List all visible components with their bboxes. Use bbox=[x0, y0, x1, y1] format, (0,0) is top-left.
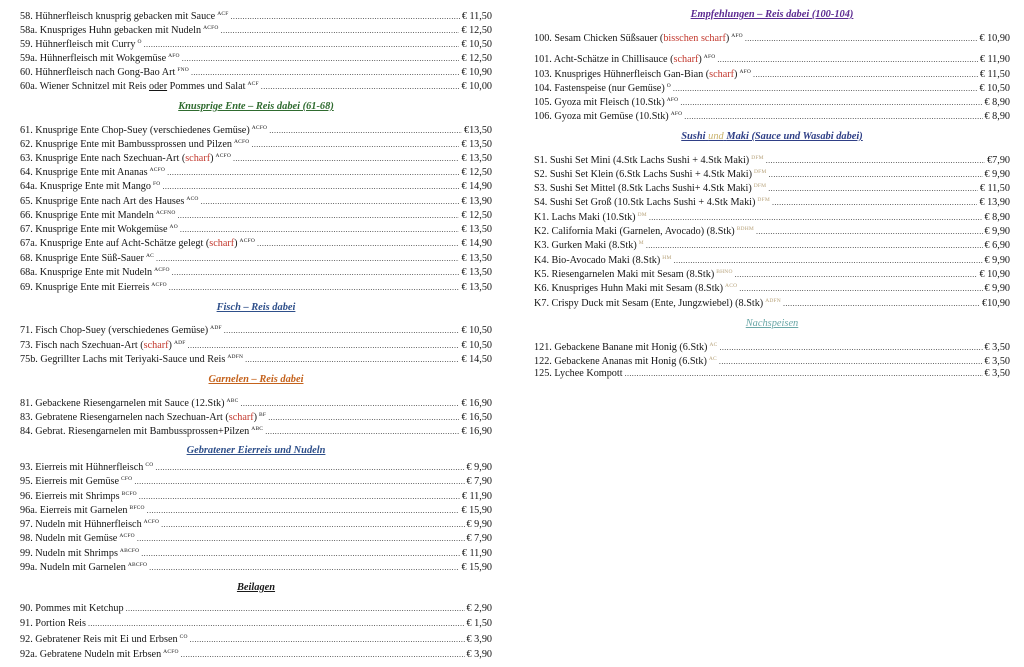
section-heading-sushi-maki: Sushi und Maki (Sauce und Wasabi dabei) bbox=[681, 131, 863, 142]
item-price: € 6,90 bbox=[984, 240, 1010, 251]
item-price: € 7,90 bbox=[466, 533, 492, 544]
item-price: € 10,90 bbox=[979, 269, 1010, 280]
item-price: € 7,90 bbox=[466, 476, 492, 487]
section-heading-fisch: Fisch – Reis dabei bbox=[216, 302, 296, 313]
item-price: € 12,50 bbox=[461, 210, 492, 221]
item-name: 101. Acht-Schätze in Chillisauce (scharf) $^{AFO}$ bbox=[534, 54, 716, 65]
item-name: 96a. Eierreis mit Garnelen $^{BFCO}$ bbox=[20, 505, 145, 516]
item-name: 95. Eierreis mit Gemüse $^{CFO}$ bbox=[20, 476, 133, 487]
item-name: 92a. Gebratene Nudeln mit Erbsen $^{ACFO}$ bbox=[20, 649, 179, 660]
menu-item-k2 bbox=[534, 223, 1010, 236]
menu-item-62 bbox=[20, 136, 492, 149]
item-name: 83. Gebratene Riesengarnelen nach Szechuan-Art (scharf) $^{BF}$ bbox=[20, 412, 267, 423]
menu-item-106 bbox=[534, 108, 1010, 121]
item-price: € 14,90 bbox=[461, 181, 492, 192]
item-price: €13,50 bbox=[463, 125, 492, 136]
item-price: € 8,90 bbox=[984, 212, 1010, 223]
item-price: € 8,90 bbox=[984, 97, 1010, 108]
item-price: € 16,50 bbox=[461, 412, 492, 423]
item-name: 71. Fisch Chop-Suey (verschiedenes Gemüse) $^{ADF}$ bbox=[20, 325, 222, 336]
item-name: 122. Gebackene Ananas mit Honig (6.Stk) $^{AC}$ bbox=[534, 356, 717, 367]
item-price: € 11,90 bbox=[979, 54, 1010, 65]
menu-item-s1 bbox=[534, 152, 1010, 165]
item-price: € 12,50 bbox=[461, 167, 492, 178]
menu-item-s2 bbox=[534, 166, 1010, 179]
section-heading-beilagen: Beilagen bbox=[236, 582, 276, 593]
item-name: 100. Sesam Chicken Süßsauer (bisschen scharf) $^{AFO}$ bbox=[534, 33, 743, 44]
item-name: 64a. Knusprige Ente mit Mango $^{FO}$ bbox=[20, 181, 161, 192]
item-name: 98. Nudeln mit Gemüse $^{ACFO}$ bbox=[20, 533, 135, 544]
section-heading-nachspeisen: Nachspeisen bbox=[745, 318, 799, 329]
item-name: 99. Nudeln mit Shrimps $^{ABCFO}$ bbox=[20, 548, 140, 559]
section-heading-garnelen: Garnelen – Reis dabei bbox=[208, 374, 304, 385]
item-name: 99a. Nudeln mit Garnelen $^{ABCFO}$ bbox=[20, 562, 148, 573]
item-name: 60a. Wiener Schnitzel mit Reis oder Pommes und Salat $^{ACF}$ bbox=[20, 81, 259, 92]
item-price: € 3,90 bbox=[466, 649, 492, 660]
item-price: € 15,90 bbox=[461, 562, 492, 573]
item-name: 121. Gebackene Banane mit Honig (6.Stk) $^{AC}$ bbox=[534, 342, 718, 353]
menu-item-60a bbox=[20, 78, 492, 91]
item-name: 65. Knusprige Ente nach Art des Hauses $^{ACO}$ bbox=[20, 196, 199, 207]
menu-item-59a bbox=[20, 50, 492, 63]
section-heading-ente: Knusprige Ente – Reis dabei (61-68) bbox=[178, 101, 334, 112]
menu-item-k4 bbox=[534, 252, 1010, 265]
item-price: € 9,90 bbox=[984, 255, 1010, 266]
item-name: 61. Knusprige Ente Chop-Suey (verschiedenes Gemüse) $^{ACFO}$ bbox=[20, 125, 268, 136]
item-name: 97. Nudeln mit Hühnerfleisch $^{ACFO}$ bbox=[20, 519, 160, 530]
item-price: € 11,50 bbox=[461, 11, 492, 22]
menu-item-61 bbox=[20, 122, 492, 135]
item-name: 96. Eierreis mit Shrimps $^{BCFO}$ bbox=[20, 491, 137, 502]
item-price: € 14,90 bbox=[461, 238, 492, 249]
menu-item-75b bbox=[20, 351, 492, 364]
menu-item-68a bbox=[20, 264, 492, 277]
menu-item-67a bbox=[20, 235, 492, 248]
item-price: € 13,90 bbox=[979, 197, 1010, 208]
menu-item-k6 bbox=[534, 280, 1010, 293]
menu-item-k7 bbox=[534, 295, 1010, 308]
item-price: € 8,90 bbox=[984, 111, 1010, 122]
menu-item-101 bbox=[534, 51, 1010, 64]
menu-item-93 bbox=[20, 459, 492, 472]
item-name: 125. Lychee Kompott bbox=[534, 368, 623, 379]
menu-item-s3 bbox=[534, 180, 1010, 193]
item-name: 104. Fastenspeise (nur Gemüse) $^O$ bbox=[534, 83, 671, 94]
menu-item-k1 bbox=[534, 209, 1010, 222]
menu-item-96 bbox=[20, 488, 492, 501]
item-name: S2. Sushi Set Klein (6.Stk Lachs Sushi + 4.Stk Maki) $^{DFM}$ bbox=[534, 169, 767, 180]
menu-item-104 bbox=[534, 80, 1010, 93]
menu-item-64 bbox=[20, 164, 492, 177]
menu-item-92 bbox=[20, 631, 492, 644]
menu-item-65 bbox=[20, 193, 492, 206]
item-price: € 16,90 bbox=[461, 426, 492, 437]
item-price: € 11,90 bbox=[461, 491, 492, 502]
item-name: 63. Knusprige Ente nach Szechuan-Art (scharf) $^{ACFO}$ bbox=[20, 153, 231, 164]
menu-item-84 bbox=[20, 423, 492, 436]
item-price: € 3,50 bbox=[984, 356, 1010, 367]
item-name: 68. Knusprige Ente Süß-Sauer $^{AC}$ bbox=[20, 253, 154, 264]
item-name: 68a. Knusprige Ente mit Nudeln $^{ACFO}$ bbox=[20, 267, 170, 278]
item-name: K2. California Maki (Garnelen, Avocado) (8.Stk) $^{BDHM}$ bbox=[534, 226, 754, 237]
item-name: 69. Knusprige Ente mit Eierreis $^{ACFO}$ bbox=[20, 282, 167, 293]
item-price: € 9,90 bbox=[984, 169, 1010, 180]
menu-item-81 bbox=[20, 395, 492, 408]
menu-item-125 bbox=[534, 367, 1010, 380]
section-heading-empfehlungen: Empfehlungen – Reis dabei (100-104) bbox=[690, 9, 854, 20]
item-name: 90. Pommes mit Ketchup bbox=[20, 603, 124, 614]
menu-item-73 bbox=[20, 337, 492, 350]
menu-item-64a bbox=[20, 178, 492, 191]
menu-item-97 bbox=[20, 516, 492, 529]
item-price: € 3,50 bbox=[984, 368, 1010, 379]
item-name: 81. Gebackene Riesengarnelen mit Sauce (12.Stk) $^{ABC}$ bbox=[20, 398, 239, 409]
item-price: € 1,50 bbox=[466, 618, 492, 629]
item-price: € 10,50 bbox=[461, 39, 492, 50]
menu-item-83 bbox=[20, 409, 492, 422]
item-name: K7. Crispy Duck mit Sesam (Ente, Jungzwiebel) (8.Stk) $^{ADFN}$ bbox=[534, 298, 781, 309]
menu-item-99a bbox=[20, 559, 492, 572]
item-price: € 11,50 bbox=[979, 69, 1010, 80]
item-price: € 13,50 bbox=[461, 224, 492, 235]
menu-item-105 bbox=[534, 94, 1010, 107]
item-name: 66. Knusprige Ente mit Mandeln $^{ACFNO}$ bbox=[20, 210, 176, 221]
menu-item-96a bbox=[20, 502, 492, 515]
menu-item-s4 bbox=[534, 194, 1010, 207]
item-name: 58. Hühnerfleisch knusprig gebacken mit Sauce $^{ACF}$ bbox=[20, 11, 229, 22]
item-price: € 10,50 bbox=[461, 325, 492, 336]
item-name: 75b. Gegrillter Lachs mit Teriyaki-Sauce und Reis $^{ADFN}$ bbox=[20, 354, 244, 365]
item-price: € 10,90 bbox=[979, 33, 1010, 44]
menu-item-69 bbox=[20, 279, 492, 292]
item-name: K6. Knuspriges Huhn Maki mit Sesam (8.Stk) $^{ACO}$ bbox=[534, 283, 738, 294]
item-name: 59. Hühnerfleisch mit Curry $^O$ bbox=[20, 39, 142, 50]
item-price: € 10,50 bbox=[979, 83, 1010, 94]
item-price: € 15,90 bbox=[461, 505, 492, 516]
menu-item-60 bbox=[20, 64, 492, 77]
item-name: 84. Gebrat. Riesengarnelen mit Bambussprossen+Pilzen $^{ABC}$ bbox=[20, 426, 264, 437]
menu-item-99 bbox=[20, 545, 492, 558]
item-price: € 10,00 bbox=[461, 81, 492, 92]
menu-item-k3 bbox=[534, 237, 1010, 250]
menu-item-100 bbox=[534, 30, 1010, 43]
item-name: 92. Gebratener Reis mit Ei und Erbsen $^{CO}$ bbox=[20, 634, 188, 645]
item-name: 58a. Knuspriges Huhn gebacken mit Nudeln $^{ACFO}$ bbox=[20, 25, 219, 36]
item-price: € 11,90 bbox=[461, 548, 492, 559]
menu-item-90 bbox=[20, 602, 492, 615]
menu-item-58a bbox=[20, 22, 492, 35]
item-name: 91. Portion Reis bbox=[20, 618, 86, 629]
menu-item-67 bbox=[20, 221, 492, 234]
item-name: K4. Bio-Avocado Maki (8.Stk) $^{HM}$ bbox=[534, 255, 672, 266]
item-price: € 3,50 bbox=[984, 342, 1010, 353]
menu-item-59 bbox=[20, 36, 492, 49]
item-name: S3. Sushi Set Mittel (8.Stk Lachs Sushi+ 4.Stk Maki) $^{DFM}$ bbox=[534, 183, 767, 194]
item-name: 106. Gyoza mit Gemüse (10.Stk) $^{AFO}$ bbox=[534, 111, 683, 122]
item-price: € 10,90 bbox=[461, 67, 492, 78]
menu-item-95 bbox=[20, 473, 492, 486]
menu-item-98 bbox=[20, 530, 492, 543]
item-name: 60. Hühnerfleisch nach Gong-Bao Art $^{FNO}$ bbox=[20, 67, 189, 78]
item-price: € 11,50 bbox=[979, 183, 1010, 194]
menu-item-71 bbox=[20, 322, 492, 335]
item-name: K5. Riesengarnelen Maki mit Sesam (8.Stk) $^{BHNO}$ bbox=[534, 269, 733, 280]
item-price: € 13,50 bbox=[461, 267, 492, 278]
menu-item-58 bbox=[20, 8, 492, 21]
menu-item-63 bbox=[20, 150, 492, 163]
menu-item-122 bbox=[534, 353, 1010, 366]
item-price: €10,90 bbox=[981, 298, 1010, 309]
item-price: € 13,90 bbox=[461, 196, 492, 207]
item-price: € 2,90 bbox=[466, 603, 492, 614]
item-price: € 9,90 bbox=[984, 226, 1010, 237]
item-price: € 12,50 bbox=[461, 25, 492, 36]
item-price: € 13,50 bbox=[461, 139, 492, 150]
menu-item-k5 bbox=[534, 266, 1010, 279]
item-name: 64. Knusprige Ente mit Ananas $^{ACFO}$ bbox=[20, 167, 166, 178]
item-name: 103. Knuspriges Hühnerfleisch Gan-Bian (scharf) $^{AFO}$ bbox=[534, 69, 752, 80]
item-price: € 13,50 bbox=[461, 253, 492, 264]
item-price: €7,90 bbox=[987, 155, 1010, 166]
menu-item-66 bbox=[20, 207, 492, 220]
item-name: 105. Gyoza mit Fleisch (10.Stk) $^{AFO}$ bbox=[534, 97, 679, 108]
item-price: € 9,90 bbox=[984, 283, 1010, 294]
item-name: 62. Knusprige Ente mit Bambussprossen und Pilzen $^{ACFO}$ bbox=[20, 139, 250, 150]
menu-item-68 bbox=[20, 250, 492, 263]
menu-item-103 bbox=[534, 66, 1010, 79]
item-price: € 10,50 bbox=[461, 340, 492, 351]
item-name: K1. Lachs Maki (10.Stk) $^{DM}$ bbox=[534, 212, 647, 223]
item-price: € 12,50 bbox=[461, 53, 492, 64]
item-price: € 9,90 bbox=[466, 519, 492, 530]
item-name: K3. Gurken Maki (8.Stk) $^M$ bbox=[534, 240, 644, 251]
item-name: 67a. Knusprige Ente auf Acht-Schätze gelegt (scharf) $^{ACFO}$ bbox=[20, 238, 256, 249]
item-price: € 16,90 bbox=[461, 398, 492, 409]
item-name: 73. Fisch nach Szechuan-Art (scharf) $^{ADF}$ bbox=[20, 340, 186, 351]
section-heading-eierreis-nudeln: Gebratener Eierreis und Nudeln bbox=[186, 445, 326, 456]
menu-item-92a bbox=[20, 646, 492, 659]
item-name: S1. Sushi Set Mini (4.Stk Lachs Sushi + 4.Stk Maki) $^{DFM}$ bbox=[534, 155, 764, 166]
item-price: € 3,90 bbox=[466, 634, 492, 645]
item-name: S4. Sushi Set Groß (10.Stk Lachs Sushi + 4.Stk Maki) $^{DFM}$ bbox=[534, 197, 770, 208]
item-name: 93. Eierreis mit Hühnerfleisch $^{CO}$ bbox=[20, 462, 154, 473]
item-price: € 9,90 bbox=[466, 462, 492, 473]
item-price: € 13,50 bbox=[461, 282, 492, 293]
item-price: € 14,50 bbox=[461, 354, 492, 365]
menu-item-121 bbox=[534, 339, 1010, 352]
item-name: 59a. Hühnerfleisch mit Wokgemüse $^{AFO}$ bbox=[20, 53, 180, 64]
menu-item-91 bbox=[20, 617, 492, 630]
item-name: 67. Knusprige Ente mit Wokgemüse $^{AO}$ bbox=[20, 224, 178, 235]
item-price: € 13,50 bbox=[461, 153, 492, 164]
